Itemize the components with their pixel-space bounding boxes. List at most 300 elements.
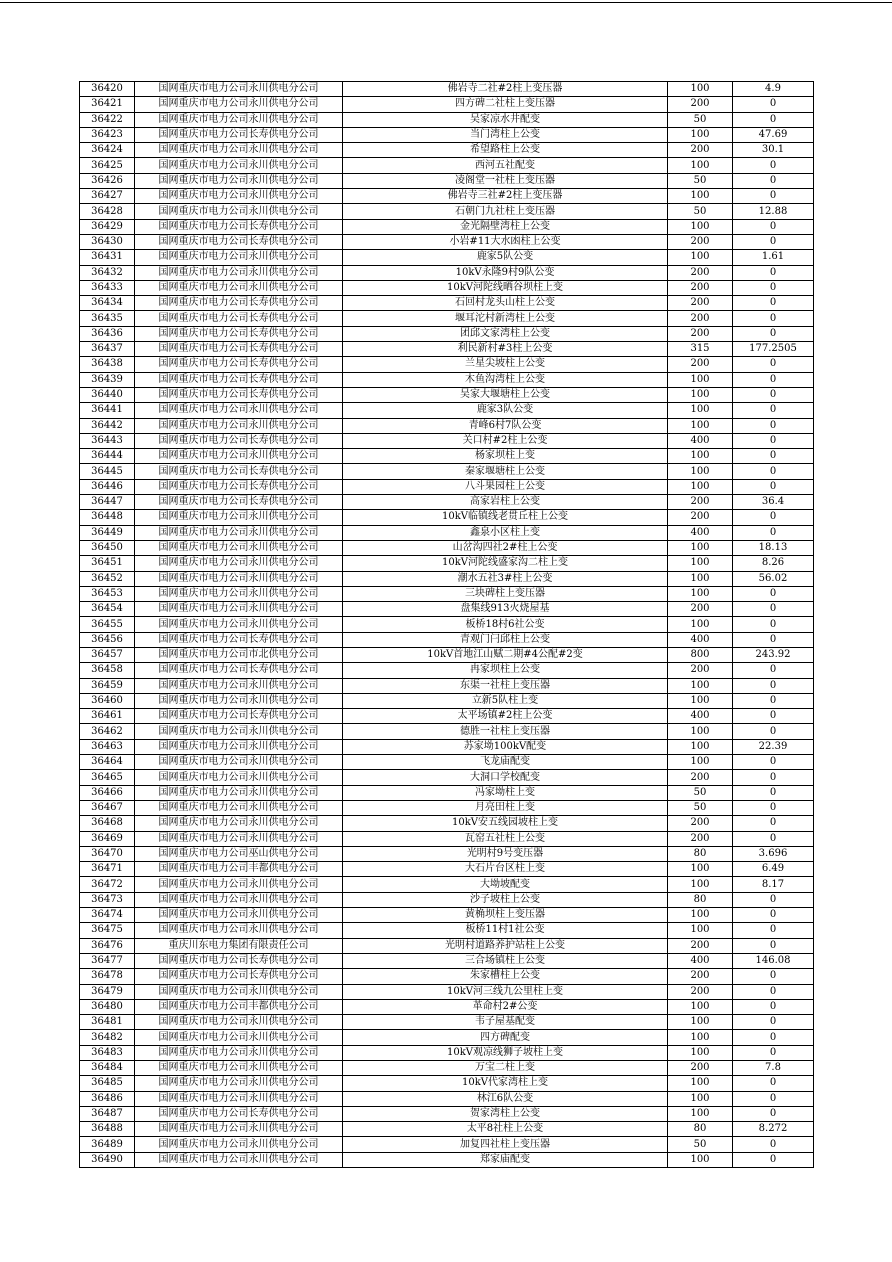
value-cell: 0	[733, 464, 814, 479]
value-cell: 0	[733, 1015, 814, 1030]
table-row	[80, 1030, 814, 1045]
org-cell: 国网重庆市电力公司永川供电分公司	[135, 877, 343, 892]
org-cell: 国网重庆市电力公司永川供电分公司	[135, 510, 343, 525]
row-id-cell: 36481	[80, 1015, 135, 1030]
transformer-name-cell: 八斗果园柱上公变	[343, 479, 668, 494]
row-id-cell: 36420	[80, 82, 135, 97]
transformer-table-body	[80, 82, 814, 1168]
org-cell: 国网重庆市电力公司长寿供电分公司	[135, 296, 343, 311]
value-cell: 22.39	[733, 739, 814, 754]
transformer-name-cell: 四方碑二社柱上变压器	[343, 97, 668, 112]
table-row	[80, 999, 814, 1014]
value-cell: 0	[733, 449, 814, 464]
capacity-cell: 200	[668, 969, 733, 984]
org-cell: 国网重庆市电力公司长寿供电分公司	[135, 357, 343, 372]
value-cell: 0	[733, 770, 814, 785]
capacity-cell: 100	[668, 479, 733, 494]
row-id-cell: 36451	[80, 556, 135, 571]
capacity-cell: 100	[668, 403, 733, 418]
row-id-cell: 36423	[80, 127, 135, 142]
transformer-name-cell: 立新5队柱上变	[343, 693, 668, 708]
table-row	[80, 617, 814, 632]
row-id-cell: 36438	[80, 357, 135, 372]
org-cell: 国网重庆市电力公司永川供电分公司	[135, 143, 343, 158]
row-id-cell: 36483	[80, 1045, 135, 1060]
transformer-name-cell: 10kV观凉线狮子坡柱上变	[343, 1045, 668, 1060]
capacity-cell: 100	[668, 923, 733, 938]
table-row	[80, 510, 814, 525]
table-row	[80, 326, 814, 341]
table-row	[80, 647, 814, 662]
org-cell: 国网重庆市电力公司永川供电分公司	[135, 739, 343, 754]
table-row	[80, 602, 814, 617]
table-row	[80, 479, 814, 494]
capacity-cell: 100	[668, 908, 733, 923]
row-id-cell: 36449	[80, 525, 135, 540]
org-cell: 国网重庆市电力公司市北供电分公司	[135, 647, 343, 662]
table-row	[80, 296, 814, 311]
capacity-cell: 200	[668, 495, 733, 510]
row-id-cell: 36429	[80, 219, 135, 234]
org-cell: 国网重庆市电力公司永川供电分公司	[135, 571, 343, 586]
transformer-name-cell: 贺家湾柱上公变	[343, 1106, 668, 1121]
capacity-cell: 200	[668, 143, 733, 158]
capacity-cell: 100	[668, 372, 733, 387]
value-cell: 0	[733, 755, 814, 770]
transformer-name-cell: 石回村龙头山柱上公变	[343, 296, 668, 311]
capacity-cell: 200	[668, 770, 733, 785]
row-id-cell: 36421	[80, 97, 135, 112]
transformer-name-cell: 团邱文家湾柱上公变	[343, 326, 668, 341]
value-cell: 0	[733, 372, 814, 387]
transformer-name-cell: 鑫泉小区柱上变	[343, 525, 668, 540]
table-row	[80, 770, 814, 785]
table-row	[80, 678, 814, 693]
table-row	[80, 724, 814, 739]
capacity-cell: 400	[668, 632, 733, 647]
row-id-cell: 36485	[80, 1076, 135, 1091]
capacity-cell: 100	[668, 571, 733, 586]
capacity-cell: 315	[668, 342, 733, 357]
transformer-name-cell: 佛岩寺二社#2柱上变压器	[343, 82, 668, 97]
value-cell: 0	[733, 709, 814, 724]
row-id-cell: 36472	[80, 877, 135, 892]
row-id-cell: 36490	[80, 1152, 135, 1167]
transformer-name-cell: 高家岩柱上公变	[343, 495, 668, 510]
transformer-name-cell: 杨家坝柱上变	[343, 449, 668, 464]
row-id-cell: 36457	[80, 647, 135, 662]
table-row	[80, 785, 814, 800]
table-row	[80, 82, 814, 97]
table-row	[80, 586, 814, 601]
row-id-cell: 36428	[80, 204, 135, 219]
org-cell: 国网重庆市电力公司永川供电分公司	[135, 617, 343, 632]
org-cell: 国网重庆市电力公司永川供电分公司	[135, 82, 343, 97]
table-row	[80, 403, 814, 418]
org-cell: 国网重庆市电力公司长寿供电分公司	[135, 372, 343, 387]
value-cell: 12.88	[733, 204, 814, 219]
org-cell: 国网重庆市电力公司长寿供电分公司	[135, 953, 343, 968]
value-cell: 0	[733, 724, 814, 739]
capacity-cell: 400	[668, 953, 733, 968]
transformer-name-cell: 太平8社柱上公变	[343, 1122, 668, 1137]
capacity-cell: 50	[668, 800, 733, 815]
transformer-name-cell: 佛岩寺三社#2柱上变压器	[343, 189, 668, 204]
value-cell: 146.08	[733, 953, 814, 968]
value-cell: 18.13	[733, 540, 814, 555]
org-cell: 国网重庆市电力公司永川供电分公司	[135, 1122, 343, 1137]
capacity-cell: 200	[668, 602, 733, 617]
table-row	[80, 250, 814, 265]
table-row	[80, 1091, 814, 1106]
capacity-cell: 100	[668, 877, 733, 892]
table-row	[80, 525, 814, 540]
org-cell: 国网重庆市电力公司长寿供电分公司	[135, 387, 343, 402]
org-cell: 国网重庆市电力公司永川供电分公司	[135, 449, 343, 464]
org-cell: 国网重庆市电力公司永川供电分公司	[135, 831, 343, 846]
value-cell: 0	[733, 525, 814, 540]
value-cell: 0	[733, 189, 814, 204]
org-cell: 国网重庆市电力公司永川供电分公司	[135, 280, 343, 295]
table-row	[80, 495, 814, 510]
value-cell: 0	[733, 892, 814, 907]
org-cell: 国网重庆市电力公司永川供电分公司	[135, 1015, 343, 1030]
capacity-cell: 100	[668, 1106, 733, 1121]
value-cell: 0	[733, 173, 814, 188]
org-cell: 国网重庆市电力公司永川供电分公司	[135, 892, 343, 907]
value-cell: 0	[733, 617, 814, 632]
table-row	[80, 953, 814, 968]
org-cell: 国网重庆市电力公司永川供电分公司	[135, 250, 343, 265]
row-id-cell: 36470	[80, 846, 135, 861]
org-cell: 国网重庆市电力公司永川供电分公司	[135, 693, 343, 708]
table-row	[80, 464, 814, 479]
row-id-cell: 36422	[80, 112, 135, 127]
row-id-cell: 36439	[80, 372, 135, 387]
value-cell: 0	[733, 663, 814, 678]
org-cell: 国网重庆市电力公司永川供电分公司	[135, 923, 343, 938]
transformer-name-cell: 大洞口学校配变	[343, 770, 668, 785]
org-cell: 国网重庆市电力公司长寿供电分公司	[135, 464, 343, 479]
transformer-name-cell: 10kV河陀线晒谷坝柱上变	[343, 280, 668, 295]
transformer-name-cell: 秦家堰塘柱上公变	[343, 464, 668, 479]
capacity-cell: 80	[668, 1122, 733, 1137]
value-cell: 0	[733, 418, 814, 433]
row-id-cell: 36476	[80, 938, 135, 953]
transformer-name-cell: 10kV临镇线老贯丘柱上公变	[343, 510, 668, 525]
org-cell: 国网重庆市电力公司永川供电分公司	[135, 1045, 343, 1060]
capacity-cell: 100	[668, 219, 733, 234]
row-id-cell: 36446	[80, 479, 135, 494]
org-cell: 国网重庆市电力公司长寿供电分公司	[135, 311, 343, 326]
row-id-cell: 36434	[80, 296, 135, 311]
table-row	[80, 755, 814, 770]
table-row	[80, 311, 814, 326]
capacity-cell: 100	[668, 1015, 733, 1030]
org-cell: 国网重庆市电力公司长寿供电分公司	[135, 219, 343, 234]
table-row	[80, 433, 814, 448]
transformer-name-cell: 小岩#11大水凼柱上公变	[343, 234, 668, 249]
row-id-cell: 36482	[80, 1030, 135, 1045]
value-cell: 0	[733, 908, 814, 923]
table-row	[80, 969, 814, 984]
capacity-cell: 100	[668, 693, 733, 708]
table-row	[80, 173, 814, 188]
row-id-cell: 36460	[80, 693, 135, 708]
value-cell: 0	[733, 586, 814, 601]
row-id-cell: 36459	[80, 678, 135, 693]
table-row	[80, 265, 814, 280]
table-row	[80, 831, 814, 846]
org-cell: 国网重庆市电力公司长寿供电分公司	[135, 326, 343, 341]
row-id-cell: 36426	[80, 173, 135, 188]
value-cell: 0	[733, 984, 814, 999]
value-cell: 36.4	[733, 495, 814, 510]
org-cell: 国网重庆市电力公司永川供电分公司	[135, 908, 343, 923]
table-row	[80, 984, 814, 999]
transformer-name-cell: 德胜一社柱上变压器	[343, 724, 668, 739]
capacity-cell: 100	[668, 862, 733, 877]
transformer-name-cell: 青峰6村7队公变	[343, 418, 668, 433]
org-cell: 国网重庆市电力公司永川供电分公司	[135, 189, 343, 204]
row-id-cell: 36448	[80, 510, 135, 525]
capacity-cell: 200	[668, 510, 733, 525]
org-cell: 国网重庆市电力公司永川供电分公司	[135, 755, 343, 770]
row-id-cell: 36425	[80, 158, 135, 173]
transformer-name-cell: 盘集线913火烧屋基	[343, 602, 668, 617]
row-id-cell: 36433	[80, 280, 135, 295]
table-row	[80, 908, 814, 923]
value-cell: 0	[733, 387, 814, 402]
row-id-cell: 36441	[80, 403, 135, 418]
table-row	[80, 342, 814, 357]
row-id-cell: 36443	[80, 433, 135, 448]
org-cell: 国网重庆市电力公司永川供电分公司	[135, 265, 343, 280]
row-id-cell: 36465	[80, 770, 135, 785]
capacity-cell: 200	[668, 97, 733, 112]
org-cell: 国网重庆市电力公司永川供电分公司	[135, 1137, 343, 1152]
value-cell: 243.92	[733, 647, 814, 662]
table-row	[80, 143, 814, 158]
row-id-cell: 36436	[80, 326, 135, 341]
transformer-name-cell: 木鱼沟湾柱上公变	[343, 372, 668, 387]
capacity-cell: 100	[668, 449, 733, 464]
transformer-name-cell: 希望路柱上公变	[343, 143, 668, 158]
row-id-cell: 36462	[80, 724, 135, 739]
value-cell: 0	[733, 969, 814, 984]
capacity-cell: 100	[668, 418, 733, 433]
transformer-name-cell: 板桥11村1社公变	[343, 923, 668, 938]
row-id-cell: 36456	[80, 632, 135, 647]
org-cell: 国网重庆市电力公司长寿供电分公司	[135, 433, 343, 448]
transformer-name-cell: 光明村9号变压器	[343, 846, 668, 861]
table-row	[80, 189, 814, 204]
capacity-cell: 100	[668, 82, 733, 97]
org-cell: 国网重庆市电力公司永川供电分公司	[135, 1076, 343, 1091]
capacity-cell: 80	[668, 892, 733, 907]
org-cell: 国网重庆市电力公司永川供电分公司	[135, 586, 343, 601]
org-cell: 国网重庆市电力公司永川供电分公司	[135, 1030, 343, 1045]
row-id-cell: 36469	[80, 831, 135, 846]
value-cell: 0	[733, 1137, 814, 1152]
table-row	[80, 693, 814, 708]
transformer-name-cell: 加复四社柱上变压器	[343, 1137, 668, 1152]
value-cell: 0	[733, 785, 814, 800]
org-cell: 国网重庆市电力公司永川供电分公司	[135, 540, 343, 555]
row-id-cell: 36463	[80, 739, 135, 754]
capacity-cell: 200	[668, 326, 733, 341]
org-cell: 国网重庆市电力公司永川供电分公司	[135, 602, 343, 617]
org-cell: 国网重庆市电力公司丰都供电分公司	[135, 999, 343, 1014]
row-id-cell: 36478	[80, 969, 135, 984]
transformer-name-cell: 革命村2#公变	[343, 999, 668, 1014]
table-row	[80, 97, 814, 112]
org-cell: 国网重庆市电力公司巫山供电分公司	[135, 846, 343, 861]
capacity-cell: 200	[668, 831, 733, 846]
transformer-name-cell: 苏家坳100kV配变	[343, 739, 668, 754]
value-cell: 4.9	[733, 82, 814, 97]
capacity-cell: 100	[668, 739, 733, 754]
transformer-name-cell: 三块碑柱上变压器	[343, 586, 668, 601]
value-cell: 0	[733, 678, 814, 693]
capacity-cell: 100	[668, 250, 733, 265]
row-id-cell: 36475	[80, 923, 135, 938]
table-row	[80, 892, 814, 907]
table-row	[80, 127, 814, 142]
row-id-cell: 36461	[80, 709, 135, 724]
capacity-cell: 100	[668, 158, 733, 173]
transformer-name-cell: 三合场镇柱上公变	[343, 953, 668, 968]
row-id-cell: 36442	[80, 418, 135, 433]
capacity-cell: 100	[668, 189, 733, 204]
capacity-cell: 80	[668, 846, 733, 861]
transformer-name-cell: 凌阁堂一社柱上变压器	[343, 173, 668, 188]
table-row	[80, 923, 814, 938]
value-cell: 0	[733, 234, 814, 249]
transformer-name-cell: 朱家槽柱上公变	[343, 969, 668, 984]
table-row	[80, 540, 814, 555]
row-id-cell: 36467	[80, 800, 135, 815]
value-cell: 30.1	[733, 143, 814, 158]
table-row	[80, 877, 814, 892]
capacity-cell: 200	[668, 1061, 733, 1076]
value-cell: 177.2505	[733, 342, 814, 357]
row-id-cell: 36430	[80, 234, 135, 249]
table-row	[80, 219, 814, 234]
row-id-cell: 36444	[80, 449, 135, 464]
capacity-cell: 200	[668, 234, 733, 249]
row-id-cell: 36424	[80, 143, 135, 158]
org-cell: 国网重庆市电力公司永川供电分公司	[135, 770, 343, 785]
org-cell: 国网重庆市电力公司永川供电分公司	[135, 403, 343, 418]
capacity-cell: 100	[668, 1076, 733, 1091]
table-row	[80, 112, 814, 127]
org-cell: 重庆川东电力集团有限责任公司	[135, 938, 343, 953]
capacity-cell: 100	[668, 617, 733, 632]
capacity-cell: 50	[668, 1137, 733, 1152]
row-id-cell: 36455	[80, 617, 135, 632]
capacity-cell: 200	[668, 816, 733, 831]
row-id-cell: 36471	[80, 862, 135, 877]
table-row	[80, 862, 814, 877]
table-row	[80, 357, 814, 372]
table-row	[80, 449, 814, 464]
value-cell: 0	[733, 1152, 814, 1167]
capacity-cell: 50	[668, 204, 733, 219]
value-cell: 0	[733, 158, 814, 173]
transformer-name-cell: 关口村#2柱上公变	[343, 433, 668, 448]
transformer-name-cell: 山岔沟四社2#柱上公变	[343, 540, 668, 555]
row-id-cell: 36440	[80, 387, 135, 402]
capacity-cell: 50	[668, 173, 733, 188]
value-cell: 0	[733, 1076, 814, 1091]
table-row	[80, 418, 814, 433]
row-id-cell: 36466	[80, 785, 135, 800]
table-row	[80, 709, 814, 724]
transformer-name-cell: 堰耳沱村新湾柱上公变	[343, 311, 668, 326]
table-row	[80, 280, 814, 295]
org-cell: 国网重庆市电力公司长寿供电分公司	[135, 479, 343, 494]
transformer-name-cell: 瓦窑五社柱上公变	[343, 831, 668, 846]
value-cell: 8.17	[733, 877, 814, 892]
transformer-name-cell: 鹿家5队公变	[343, 250, 668, 265]
table-row	[80, 816, 814, 831]
org-cell: 国网重庆市电力公司长寿供电分公司	[135, 495, 343, 510]
value-cell: 0	[733, 433, 814, 448]
table-row	[80, 1106, 814, 1121]
capacity-cell: 400	[668, 525, 733, 540]
org-cell: 国网重庆市电力公司长寿供电分公司	[135, 342, 343, 357]
row-id-cell: 36432	[80, 265, 135, 280]
value-cell: 56.02	[733, 571, 814, 586]
page-top-rule	[0, 2, 892, 3]
org-cell: 国网重庆市电力公司永川供电分公司	[135, 1152, 343, 1167]
transformer-name-cell: 大石片台区柱上变	[343, 862, 668, 877]
org-cell: 国网重庆市电力公司永川供电分公司	[135, 678, 343, 693]
value-cell: 0	[733, 831, 814, 846]
transformer-name-cell: 四方碑配变	[343, 1030, 668, 1045]
row-id-cell: 36464	[80, 755, 135, 770]
capacity-cell: 100	[668, 678, 733, 693]
transformer-name-cell: 月亮田柱上变	[343, 800, 668, 815]
capacity-cell: 200	[668, 265, 733, 280]
org-cell: 国网重庆市电力公司长寿供电分公司	[135, 663, 343, 678]
table-row	[80, 204, 814, 219]
org-cell: 国网重庆市电力公司永川供电分公司	[135, 158, 343, 173]
row-id-cell: 36468	[80, 816, 135, 831]
value-cell: 0	[733, 999, 814, 1014]
org-cell: 国网重庆市电力公司永川供电分公司	[135, 525, 343, 540]
capacity-cell: 200	[668, 984, 733, 999]
row-id-cell: 36484	[80, 1061, 135, 1076]
transformer-name-cell: 韦子屋基配变	[343, 1015, 668, 1030]
transformer-name-cell: 冯家坳柱上变	[343, 785, 668, 800]
capacity-cell: 100	[668, 724, 733, 739]
capacity-cell: 100	[668, 755, 733, 770]
value-cell: 0	[733, 97, 814, 112]
capacity-cell: 800	[668, 647, 733, 662]
org-cell: 国网重庆市电力公司长寿供电分公司	[135, 632, 343, 647]
row-id-cell: 36487	[80, 1106, 135, 1121]
value-cell: 0	[733, 403, 814, 418]
org-cell: 国网重庆市电力公司永川供电分公司	[135, 97, 343, 112]
row-id-cell: 36486	[80, 1091, 135, 1106]
row-id-cell: 36427	[80, 189, 135, 204]
table-row	[80, 1152, 814, 1167]
transformer-name-cell: 10kV代家湾柱上变	[343, 1076, 668, 1091]
org-cell: 国网重庆市电力公司永川供电分公司	[135, 1091, 343, 1106]
transformer-name-cell: 鹿家3队公变	[343, 403, 668, 418]
